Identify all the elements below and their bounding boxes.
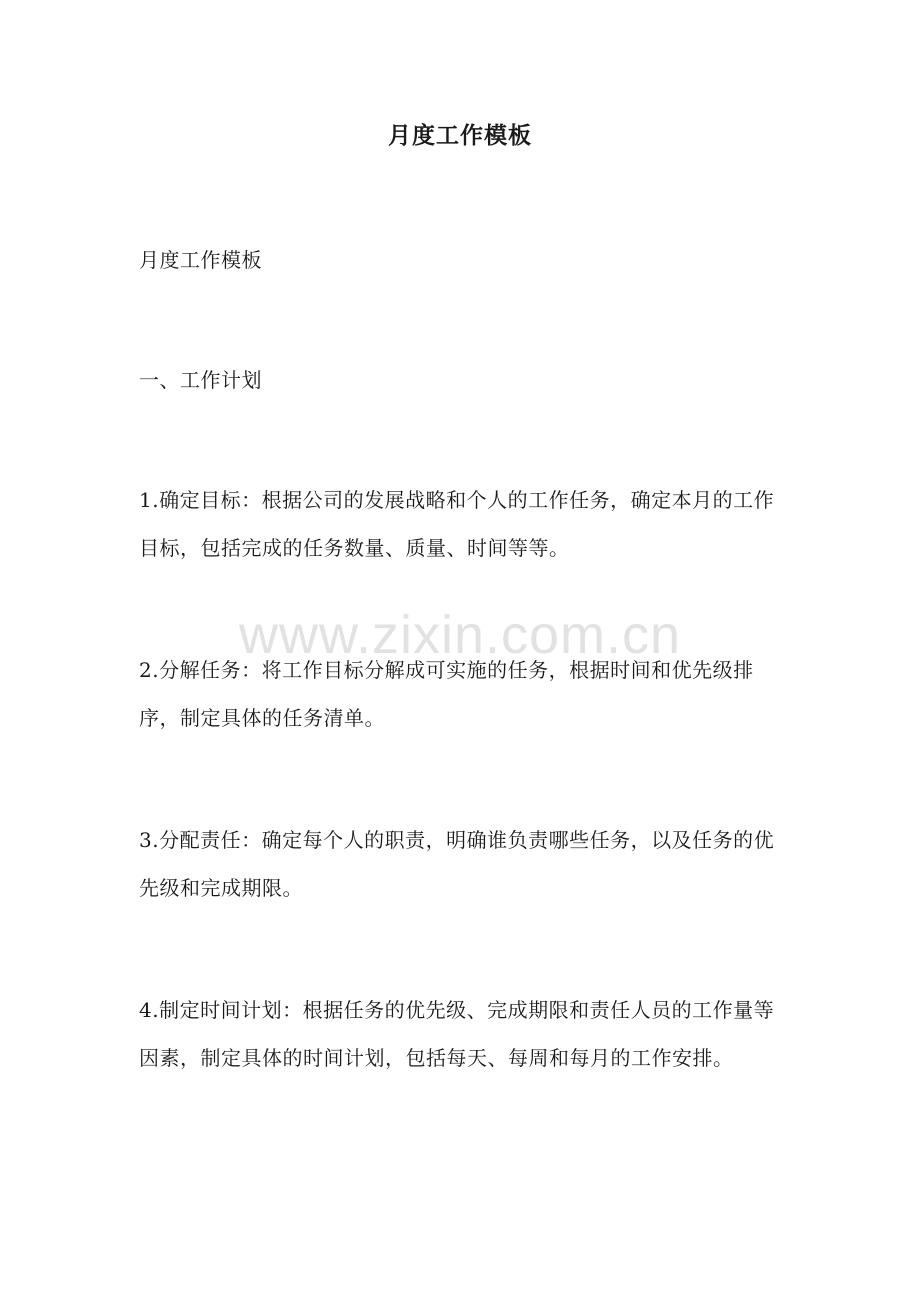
- document-subtitle: 月度工作模板: [139, 248, 262, 272]
- plan-item-3: 3.分配责任：确定每个人的职责，明确谁负责哪些任务，以及任务的优先级和完成期限。: [139, 828, 775, 900]
- plan-item-1: 1.确定目标：根据公司的发展战略和个人的工作任务，确定本月的工作目标，包括完成的任务数量、质量、时间等等。: [139, 488, 775, 560]
- watermark: www.zixin.com.cn: [238, 605, 682, 665]
- plan-item-4: 4.制定时间计划：根据任务的优先级、完成期限和责任人员的工作量等因素，制定具体的时间计划，包括每天、每周和每月的工作安排。: [139, 998, 775, 1070]
- section-heading: 一、工作计划: [139, 368, 262, 392]
- plan-item-2: 2.分解任务：将工作目标分解成可实施的任务，根据时间和优先级排序，制定具体的任务清单。: [139, 658, 754, 730]
- document-title: 月度工作模板: [388, 122, 532, 149]
